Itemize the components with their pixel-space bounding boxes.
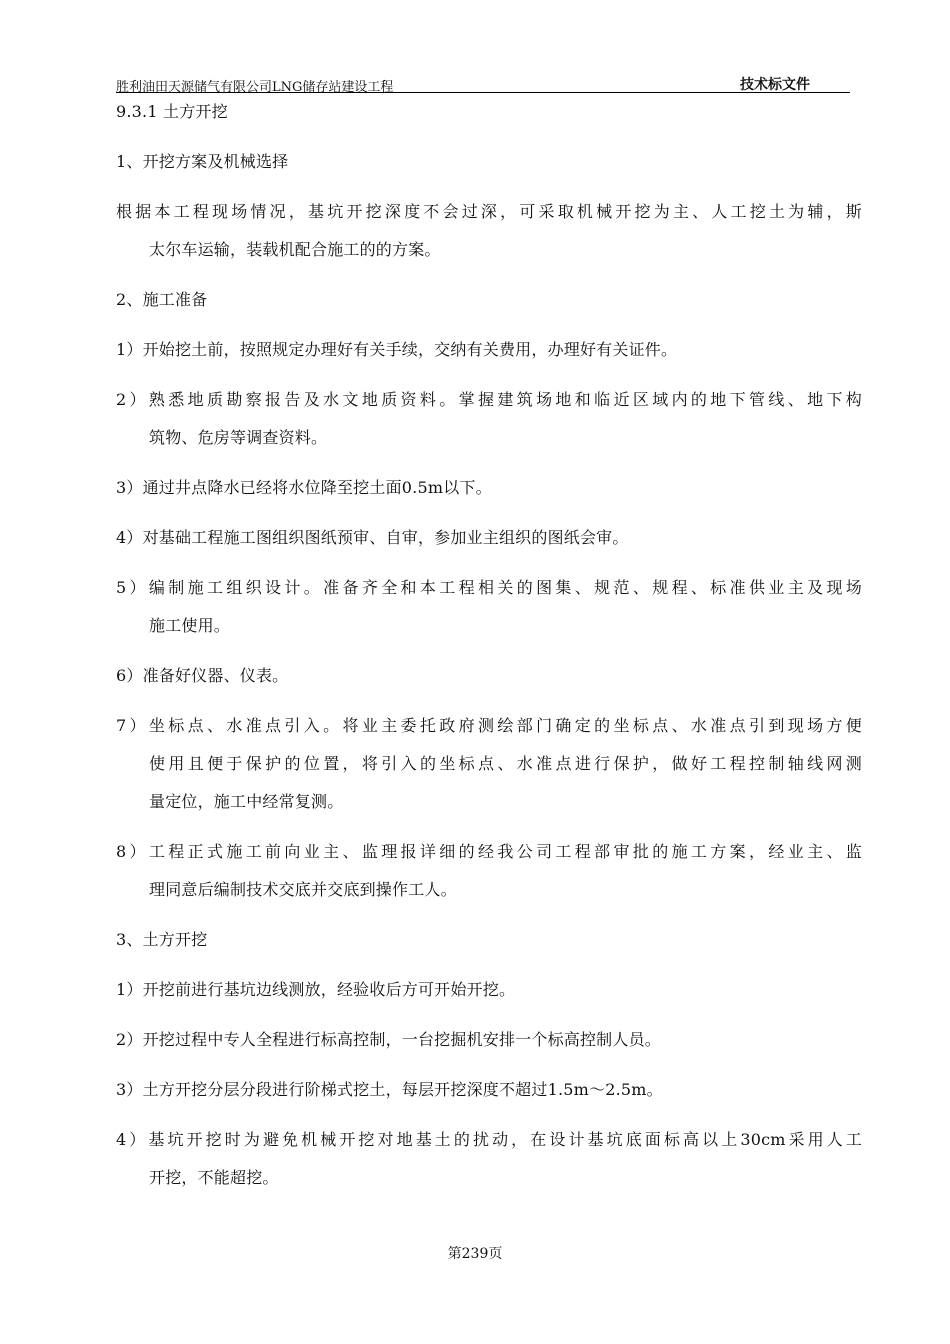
paragraph-line: 量定位，施工中经常复测。 (149, 792, 344, 811)
header-project-title: 胜利油田天源储气有限公司LNG储存站建设工程 (116, 80, 394, 95)
paragraph-line: 8）工程正式施工前向业主、监理报详细的经我公司工程部审批的施工方案，经业主、监 (116, 842, 862, 861)
paragraph-line: 5）编制施工组织设计。准备齐全和本工程相关的图集、规范、规程、标准供业主及现场 (116, 578, 862, 597)
paragraph-line: 6）准备好仪器、仪表。 (116, 666, 289, 685)
paragraph-line: 1）开始挖土前，按照规定办理好有关手续，交纳有关费用，办理好有关证件。 (116, 340, 678, 359)
document-body (116, 93, 862, 1197)
paragraph-line: 施工使用。 (149, 616, 231, 635)
paragraph-line: 4）对基础工程施工图组织图纸预审、自审，参加业主组织的图纸会审。 (116, 528, 629, 547)
paragraph-line: 筑物、危房等调查资料。 (149, 428, 328, 447)
paragraph-line: 1）开挖前进行基坑边线测放，经验收后方可开始开挖。 (116, 980, 516, 999)
paragraph-line: 2、施工准备 (116, 290, 208, 309)
paragraph-line: 太尔车运输，装载机配合施工的的方案。 (149, 240, 441, 259)
paragraph-line: 3）通过井点降水已经将水位降至挖土面0.5m以下。 (116, 478, 492, 497)
paragraph-line: 3）土方开挖分层分段进行阶梯式挖土，每层开挖深度不超过1.5m～2.5m。 (116, 1080, 663, 1099)
paragraph-line: 1、开挖方案及机械选择 (116, 152, 289, 171)
page-number: 第239页 (447, 1246, 503, 1262)
header-doc-type: 技术标文件 (740, 77, 810, 93)
paragraph-line: 根据本工程现场情况，基坑开挖深度不会过深，可采取机械开挖为主、人工挖土为辅，斯 (116, 202, 862, 221)
paragraph-line: 开挖，不能超挖。 (149, 1168, 279, 1187)
page-header (116, 74, 850, 93)
paragraph-line: 2）熟悉地质勘察报告及水文地质资料。掌握建筑场地和临近区域内的地下管线、地下构 (116, 390, 862, 409)
paragraph-line: 2）开挖过程中专人全程进行标高控制，一台挖掘机安排一个标高控制人员。 (116, 1030, 661, 1049)
paragraph-line: 4）基坑开挖时为避免机械开挖对地基土的扰动，在设计基坑底面标高以上30cm采用人工 (116, 1130, 862, 1149)
paragraph-line: 7）坐标点、水准点引入。将业主委托政府测绘部门确定的坐标点、水准点引到现场方便 (116, 716, 862, 735)
paragraph-line: 使用且便于保护的位置，将引入的坐标点、水准点进行保护，做好工程控制轴线网测 (149, 754, 862, 773)
paragraph-line: 3、土方开挖 (116, 930, 208, 949)
section-heading: 9.3.1 土方开挖 (116, 102, 228, 121)
paragraph-line: 理同意后编制技术交底并交底到操作工人。 (149, 880, 457, 899)
